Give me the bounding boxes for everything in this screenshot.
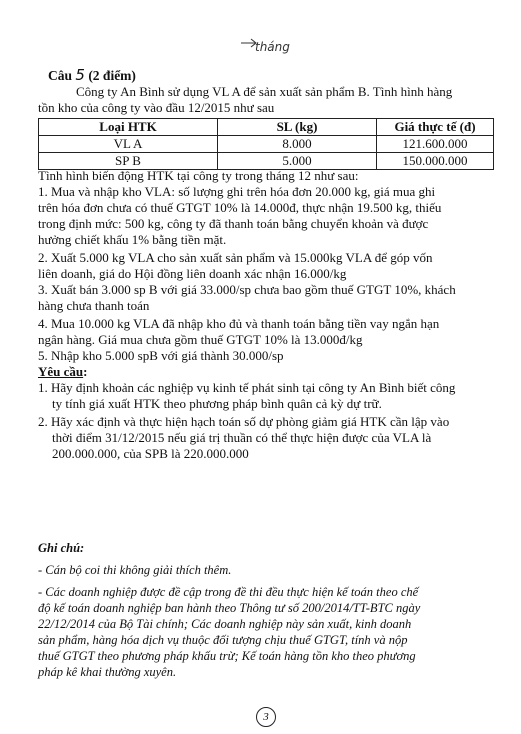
table-cell: 121.600.000 bbox=[377, 136, 494, 153]
page-number: 3 bbox=[256, 707, 276, 727]
table-cell: 5.000 bbox=[218, 153, 377, 170]
question-label: Câu bbox=[48, 68, 73, 83]
body-line: liên doanh, giá do Hội đồng liên doanh xác nhận 16.000/kg bbox=[38, 266, 347, 281]
table-cell: 150.000.000 bbox=[377, 153, 494, 170]
intro-line: Công ty An Bình sử dụng VL A để sản xuất sản phẩm B. Tình hình hàng bbox=[76, 84, 453, 99]
table-cell: VL A bbox=[39, 136, 218, 153]
body-line: trên hóa đơn chưa có thuế GTGT 10% là 14.000đ, thực nhận 19.500 kg, thiếu bbox=[38, 200, 442, 215]
table-header: Loại HTK bbox=[39, 119, 218, 136]
requirements-heading-text: Yêu cầu bbox=[38, 364, 84, 379]
requirements-heading: Yêu cầu: bbox=[38, 364, 88, 379]
body-line: 2. Xuất 5.000 kg VLA cho sản xuất sản phẩm và 15.000kg VLA để góp vốn bbox=[38, 250, 433, 265]
body-line: 4. Mua 10.000 kg VLA đã nhập kho đủ và thanh toán bằng tiền vay ngắn hạn bbox=[38, 316, 440, 331]
note-line: sản phẩm, hàng hóa dịch vụ thuộc đối tượng chịu thuế GTGT, tính và nộp bbox=[38, 633, 408, 647]
table-cell: SP B bbox=[39, 153, 218, 170]
table-row bbox=[39, 153, 494, 170]
note-line: độ kế toán doanh nghiệp ban hành theo Thông tư số 200/2014/TT-BTC ngày bbox=[38, 601, 421, 615]
body-line: 1. Mua và nhập kho VLA: số lượng ghi trên hóa đơn 20.000 kg, giá mua ghi bbox=[38, 184, 436, 199]
requirement-line: 1. Hãy định khoản các nghiệp vụ kinh tế phát sinh tại công ty An Bình biết công bbox=[38, 380, 456, 395]
body-line: hàng chưa thanh toán bbox=[38, 298, 150, 313]
note-line: - Cán bộ coi thi không giải thích thêm. bbox=[38, 563, 232, 577]
requirement-line: thời điểm 31/12/2015 nếu giá trị thuần có thể thực hiện được của VLA là bbox=[52, 430, 432, 445]
intro-line: tồn kho của công ty vào đầu 12/2015 như sau bbox=[38, 100, 275, 115]
table-cell: 8.000 bbox=[218, 136, 377, 153]
table-row bbox=[39, 136, 494, 153]
note-line: - Các doanh nghiệp được đề cập trong đề thi đều thực hiện kế toán theo chế bbox=[38, 585, 419, 599]
body-line: Tình hình biến động HTK tại công ty trong tháng 12 như sau: bbox=[38, 168, 359, 183]
table-header: Giá thực tế (đ) bbox=[377, 119, 494, 136]
note-line: 22/12/2014 của Bộ Tài chính; Các doanh nghiệp này sản xuất, kinh doanh bbox=[38, 617, 412, 631]
question-title bbox=[48, 66, 136, 84]
handwritten-note: tháng bbox=[255, 40, 290, 54]
requirement-line: 200.000.000, của SPB là 220.000.000 bbox=[52, 446, 249, 461]
question-points: (2 điểm) bbox=[88, 68, 136, 83]
inventory-table bbox=[38, 118, 494, 170]
body-line: 5. Nhập kho 5.000 spB với giá thành 30.000/sp bbox=[38, 348, 284, 363]
table-header: SL (kg) bbox=[218, 119, 377, 136]
body-line: hưởng chiết khấu 1% bằng tiền mặt. bbox=[38, 232, 227, 247]
body-line: ngân hàng. Giá mua chưa gồm thuế GTGT 10% là 13.000đ/kg bbox=[38, 332, 363, 347]
requirement-line: 2. Hãy xác định và thực hiện hạch toán số dự phòng giảm giá HTK cần lập vào bbox=[38, 414, 450, 429]
notes-heading: Ghi chú: bbox=[38, 541, 85, 555]
question-number: 5 bbox=[75, 66, 85, 84]
requirement-line: ty tính giá xuất HTK theo phương pháp bình quân cả kỳ dự trữ. bbox=[52, 396, 382, 411]
table-header-row bbox=[39, 119, 494, 136]
body-line: trong định mức: 500 kg, công ty đã thanh toán bằng chuyển khoản và được bbox=[38, 216, 429, 231]
body-line: 3. Xuất bán 3.000 sp B với giá 33.000/sp chưa bao gồm thuế GTGT 10%, khách bbox=[38, 282, 456, 297]
note-line: pháp kê khai thường xuyên. bbox=[38, 665, 177, 679]
note-line: thuế GTGT theo phương pháp khấu trừ; Kế toán hàng tồn kho theo phương bbox=[38, 649, 416, 663]
